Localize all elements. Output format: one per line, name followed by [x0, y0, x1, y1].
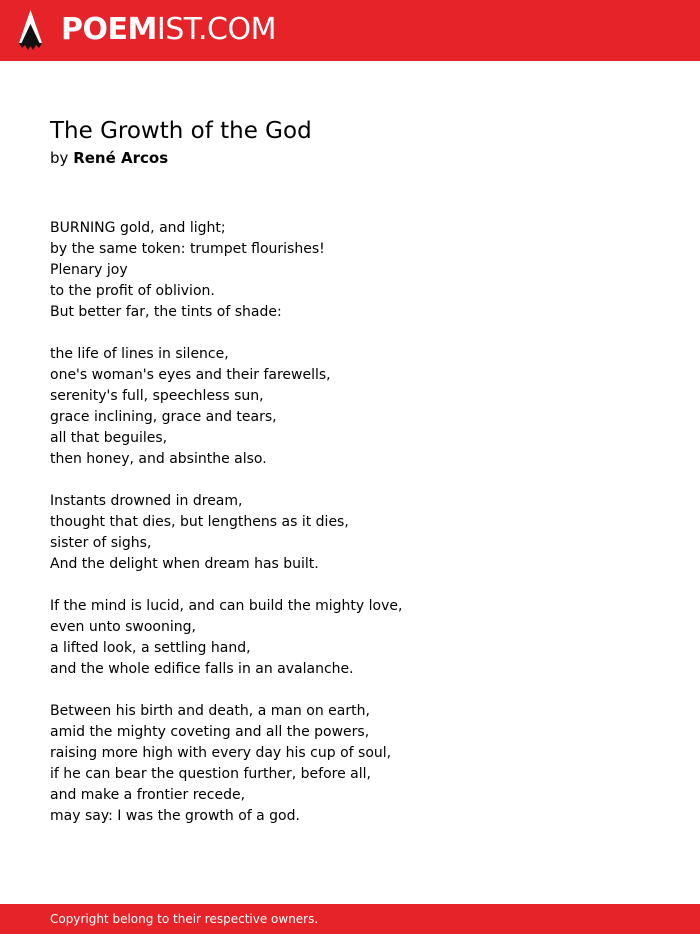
poem-stanza-2 — [50, 344, 650, 470]
poem-line: Instants drowned in dream, — [50, 493, 243, 509]
poem-byline — [50, 148, 168, 169]
site-footer — [0, 904, 700, 934]
stanza-break — [50, 323, 650, 344]
poem-line: And the delight when dream has built. — [50, 556, 319, 572]
poem-title: The Growth of the God — [50, 118, 312, 144]
poem-line: to the profit of oblivion. — [50, 283, 215, 299]
poem-line: amid the mighty coveting and all the powers, — [50, 724, 370, 740]
poem-line: one's woman's eyes and their farewells, — [50, 367, 331, 383]
site-logo-link[interactable] — [61, 10, 276, 50]
brand-name-bold: POEM — [61, 12, 157, 47]
stanza-break — [50, 575, 650, 596]
poem-line: If the mind is lucid, and can build the mighty love, — [50, 598, 403, 614]
poem-body — [50, 218, 650, 827]
poem-line: and the whole edifice falls in an avalanche. — [50, 661, 354, 677]
poem-line: a lifted look, a settling hand, — [50, 640, 251, 656]
poem-line: by the same token: trumpet flourishes! — [50, 241, 325, 257]
pencil-icon — [18, 9, 43, 51]
poem-line: may say: I was the growth of a god. — [50, 808, 300, 824]
poem-line: BURNING gold, and light; — [50, 220, 226, 236]
poem-line: if he can bear the question further, before all, — [50, 766, 371, 782]
poem-stanza-1 — [50, 218, 650, 323]
poem-line: But better far, the tints of shade: — [50, 304, 282, 320]
poem-line: Between his birth and death, a man on earth, — [50, 703, 370, 719]
poem-line: and make a frontier recede, — [50, 787, 246, 803]
poem-line: raising more high with every day his cup of soul, — [50, 745, 392, 761]
stanza-break — [50, 470, 650, 491]
site-header — [0, 0, 700, 61]
brand-name-light: IST.COM — [156, 12, 276, 47]
poem-line: then honey, and absinthe also. — [50, 451, 267, 467]
author-name: René Arcos — [73, 149, 169, 167]
poem-stanza-5 — [50, 701, 650, 827]
poem-stanza-3 — [50, 491, 650, 575]
poem-line: all that beguiles, — [50, 430, 168, 446]
poem-line: the life of lines in silence, — [50, 346, 229, 362]
copyright-notice: Copyright belong to their respective owners. — [50, 912, 319, 926]
poem-line: grace inclining, grace and tears, — [50, 409, 277, 425]
poem-line: sister of sighs, — [50, 535, 152, 551]
by-label: by — [50, 149, 69, 167]
stanza-break — [50, 680, 650, 701]
poem-line: serenity's full, speechless sun, — [50, 388, 264, 404]
poem-line: even unto swooning, — [50, 619, 196, 635]
poem-stanza-4 — [50, 596, 650, 680]
poem-line: Plenary joy — [50, 262, 128, 278]
poem-line: thought that dies, but lengthens as it dies, — [50, 514, 349, 530]
